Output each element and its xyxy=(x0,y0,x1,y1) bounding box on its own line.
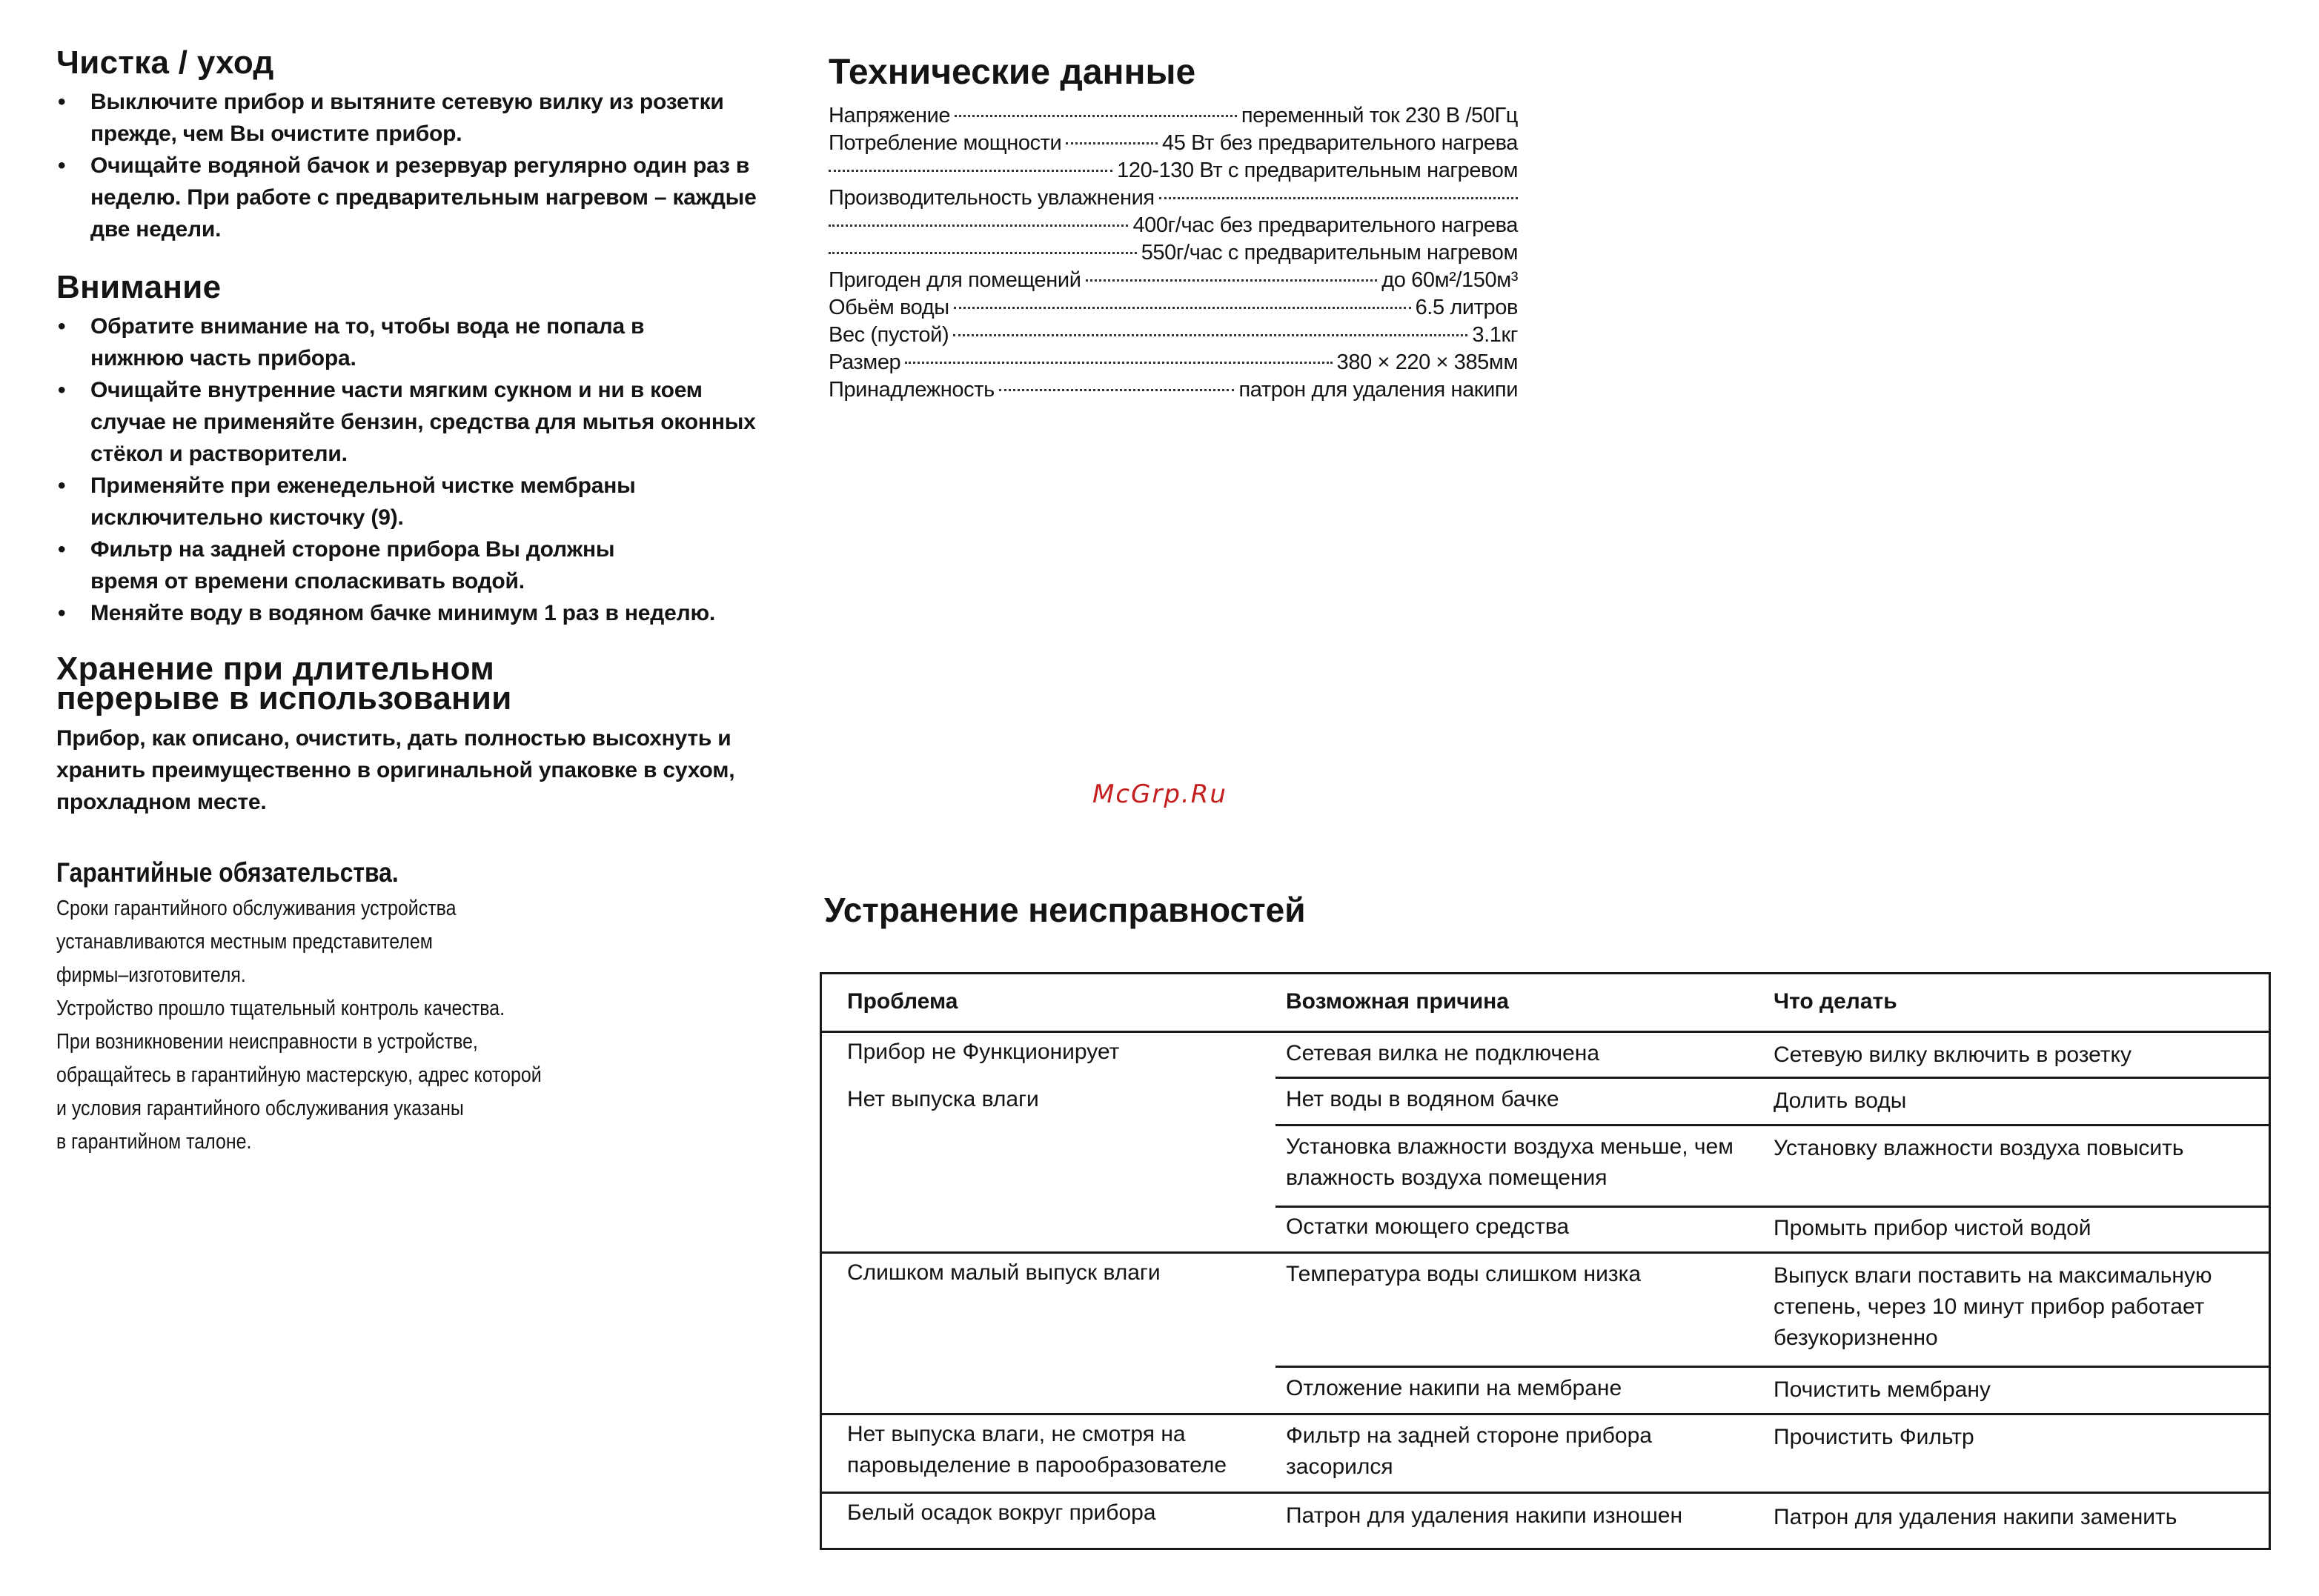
table-cell-cause: Установка влажности воздуха меньше, чем влажность воздуха помещения xyxy=(1286,1134,1734,1190)
table-cell-action: Долить воды xyxy=(1774,1088,1907,1113)
table-cell-cause: Патрон для удаления накипи изношен xyxy=(1286,1503,1683,1528)
leader-dots xyxy=(905,362,1332,364)
table-cell-problem: Нет выпуска влаги xyxy=(847,1087,1039,1111)
attention-list xyxy=(56,310,768,629)
spec-label: Пригоден для помещений xyxy=(829,268,1081,292)
leader-dots xyxy=(999,389,1235,391)
row-divider xyxy=(822,1251,2269,1254)
spec-value: 400г/час без предварительного нагрева xyxy=(1132,213,1518,237)
warranty-line: При возникновении неисправности в устройстве, xyxy=(56,1030,478,1054)
list-item: • Выключите прибор и вытяните сетевую вилку из розетки прежде, чем Вы очистите прибор. xyxy=(56,86,780,150)
spec-row xyxy=(829,239,1518,267)
spec-row xyxy=(829,376,1518,404)
list-item: • Меняйте воду в водяном бачке минимум 1 раз в неделю. xyxy=(56,597,787,629)
spec-row xyxy=(829,267,1518,294)
spec-row xyxy=(829,294,1518,322)
leader-dots xyxy=(829,252,1137,254)
warranty-line: Сроки гарантийного обслуживания устройства xyxy=(56,897,457,920)
list-item: • Очищайте внутренние части мягким сукном и ни в коем случае не применяйте бензин, средства для мытья оконных стёкол и растворители. xyxy=(56,374,757,470)
leader-dots xyxy=(1066,142,1158,144)
spec-value: патрон для удаления накипи xyxy=(1238,378,1518,402)
cleaning-section xyxy=(56,46,768,245)
table-cell-action: Выпуск влаги поставить на максимальную степень, через 10 минут прибор работает безукоризненно xyxy=(1774,1263,2212,1350)
table-cell-action: Патрон для удаления накипи заменить xyxy=(1774,1505,2177,1529)
spec-value: 45 Вт без предварительного нагрева xyxy=(1162,131,1518,155)
warranty-title: Гарантийные обязательства. xyxy=(56,857,399,888)
leader-dots xyxy=(829,170,1112,172)
column-header-action: Что делать xyxy=(1774,989,1897,1014)
spec-row xyxy=(829,322,1518,349)
spec-value: 550г/час с предварительным нагревом xyxy=(1141,241,1518,265)
spec-value: 6.5 литров xyxy=(1415,296,1518,319)
column-header-cause: Возможная причина xyxy=(1286,989,1509,1014)
spec-value: 3.1кг xyxy=(1472,323,1518,347)
table-cell-cause: Фильтр на задней стороне прибора засорился xyxy=(1286,1423,1652,1479)
warranty-line: в гарантийном талоне. xyxy=(56,1130,252,1154)
spec-value: до 60м²/150м³ xyxy=(1381,268,1518,292)
table-cell-problem: Белый осадок вокруг прибора xyxy=(847,1500,1156,1525)
storage-title-line1: Хранение при длительном xyxy=(56,651,495,687)
leader-dots xyxy=(829,225,1128,227)
leader-dots xyxy=(953,334,1467,336)
list-item: • Очищайте водяной бачок и резервуар регулярно один раз в неделю. При работе с предварительным нагревом – каждые две недели. xyxy=(56,150,757,245)
table-cell-action: Промыть прибор чистой водой xyxy=(1774,1216,2091,1240)
spec-label: Напряжение xyxy=(829,104,951,127)
storage-title-line2: перерыве в использовании xyxy=(56,680,512,716)
warranty-line: и условия гарантийного обслуживания указаны xyxy=(56,1097,464,1120)
warranty-section xyxy=(56,857,768,1159)
troubleshooting-table xyxy=(820,972,2271,1550)
table-cell-cause: Температура воды слишком низка xyxy=(1286,1262,1642,1286)
spec-label: Вес (пустой) xyxy=(829,323,949,347)
list-item: • Обратите внимание на то, чтобы вода не попала в нижнюю часть прибора. xyxy=(56,310,713,374)
row-divider xyxy=(1275,1366,2269,1368)
storage-section xyxy=(56,651,768,818)
spec-label: Размер xyxy=(829,350,901,374)
spec-row xyxy=(829,157,1518,184)
attention-title: Внимание xyxy=(56,269,222,305)
leader-dots xyxy=(1159,197,1518,199)
spec-value: 120-130 Вт с предварительным нагревом xyxy=(1117,159,1518,182)
storage-title xyxy=(56,651,768,716)
watermark: McGrp.Ru xyxy=(1092,779,1227,809)
row-divider xyxy=(1275,1206,2269,1208)
table-cell-problem: Слишком малый выпуск влаги xyxy=(847,1260,1161,1285)
specs-title: Технические данные xyxy=(829,53,1196,92)
row-divider xyxy=(822,1492,2269,1494)
leader-dots xyxy=(1086,279,1378,282)
technical-specs xyxy=(829,52,1518,404)
cleaning-title: Чистка / уход xyxy=(56,44,274,81)
spec-value: 380 × 220 × 385мм xyxy=(1336,350,1518,374)
table-cell-action: Прочистить Фильтр xyxy=(1774,1425,1974,1449)
troubleshooting-title: Устранение неисправностей xyxy=(824,891,1306,929)
column-header-problem: Проблема xyxy=(847,989,958,1014)
leader-dots xyxy=(955,115,1237,117)
warranty-line: Устройство прошло тщательный контроль качества. xyxy=(56,997,505,1020)
spec-value: переменный ток 230 В /50Гц xyxy=(1241,104,1518,127)
row-divider xyxy=(822,1413,2269,1415)
spec-label: Обьём воды xyxy=(829,296,949,319)
spec-row xyxy=(829,102,1518,130)
table-cell-action: Установку влажности воздуха повысить xyxy=(1774,1136,2184,1160)
warranty-line: фирмы–изготовителя. xyxy=(56,963,246,987)
table-cell-action: Сетевую вилку включить в розетку xyxy=(1774,1043,2132,1067)
row-divider xyxy=(1275,1124,2269,1126)
table-cell-problem: Нет выпуска влаги, не смотря на паровыделение в парообразователе xyxy=(847,1422,1227,1477)
table-cell-cause: Остатки моющего средства xyxy=(1286,1214,1570,1239)
spec-row xyxy=(829,184,1518,212)
spec-label: Производительность увлажнения xyxy=(829,186,1155,210)
table-cell-cause: Отложение накипи на мембране xyxy=(1286,1376,1622,1400)
spec-row xyxy=(829,212,1518,239)
row-divider xyxy=(822,1031,2269,1033)
spec-row xyxy=(829,130,1518,157)
warranty-line: обращайтесь в гарантийную мастерскую, адрес которой xyxy=(56,1063,542,1087)
table-cell-cause: Сетевая вилка не подключена xyxy=(1286,1041,1600,1065)
list-item: • Применяйте при еженедельной чистке мембраны исключительно кисточку (9). xyxy=(56,470,713,533)
left-column xyxy=(56,46,768,1159)
spec-label: Потребление мощности xyxy=(829,131,1062,155)
spec-label: Принадлежность xyxy=(829,378,995,402)
attention-section xyxy=(56,270,768,629)
table-cell-cause: Нет воды в водяном бачке xyxy=(1286,1087,1559,1111)
row-divider xyxy=(1275,1077,2269,1079)
cleaning-list xyxy=(56,86,768,245)
storage-text: Прибор, как описано, очистить, дать полностью высохнуть и хранить преимущественно в оригинальной упаковке в сухом, прохладном месте. xyxy=(56,726,735,814)
table-cell-action: Почистить мембрану xyxy=(1774,1377,1991,1402)
table-cell-problem: Прибор не Функционирует xyxy=(847,1040,1120,1064)
list-item: • Фильтр на задней стороне прибора Вы должны время от времени споласкивать водой. xyxy=(56,533,683,597)
leader-dots xyxy=(954,307,1411,309)
spec-row xyxy=(829,349,1518,376)
warranty-line: устанавливаются местным представителем xyxy=(56,930,433,954)
